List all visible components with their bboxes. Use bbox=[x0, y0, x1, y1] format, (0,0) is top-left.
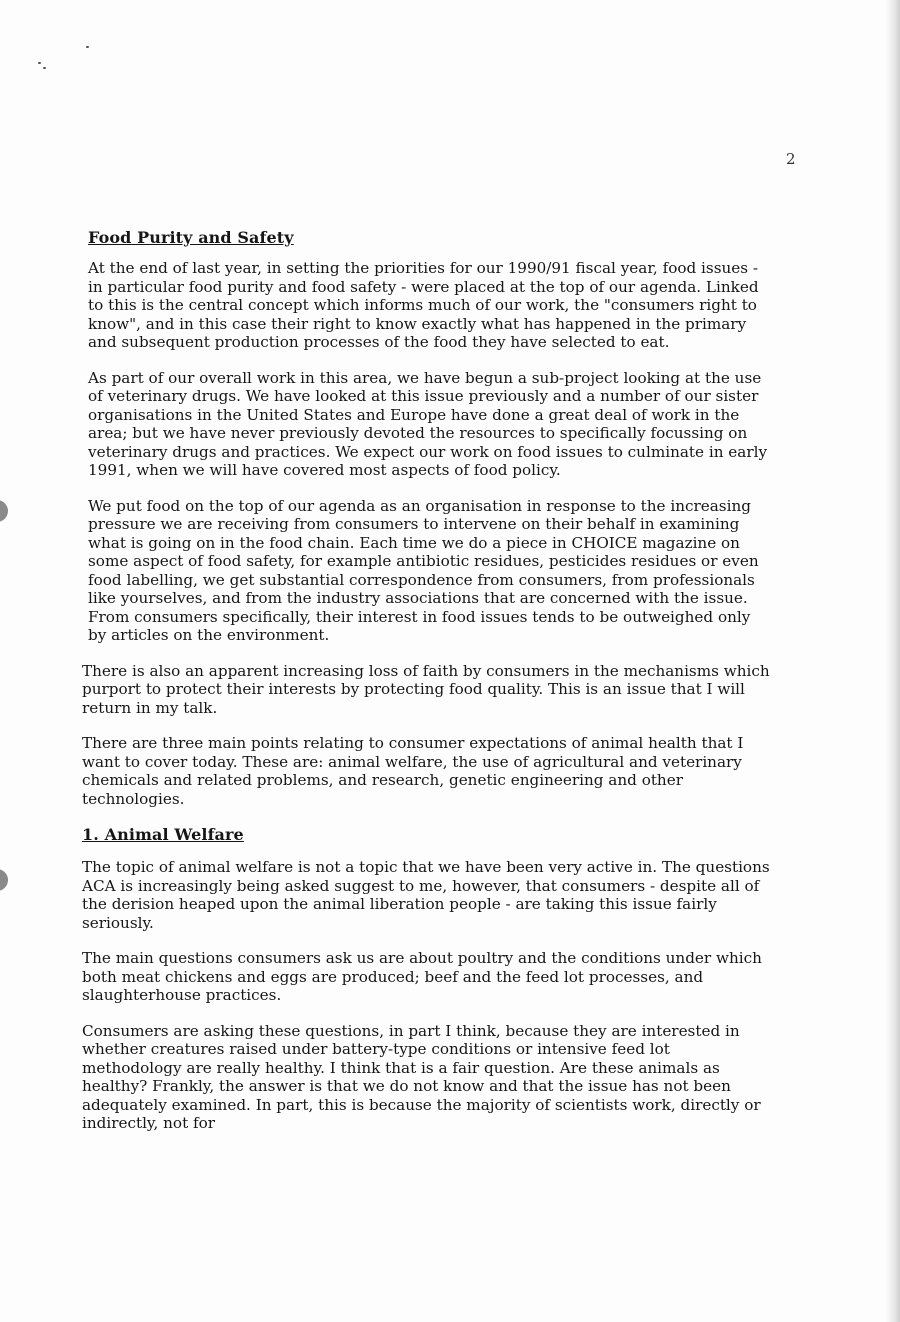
paragraph: As part of our overall work in this area, we have begun a sub-project looking at the use of veterinary drugs. We have looked at this issue previously and a number of our sister organisations in the United States and Europe have done a great deal of work in the area; but we have never previously devoted the resources to specifically focussing on veterinary drugs and practices. We expect our work on food issues to culminate in early 1991, when we will have covered most aspects of food policy. bbox=[88, 368, 768, 479]
document-body bbox=[82, 228, 772, 1150]
scan-speck bbox=[38, 62, 41, 64]
paragraph: The main questions consumers ask us are about poultry and the conditions under which both meat chickens and eggs are produced; beef and the feed lot processes, and slaughterhouse practices. bbox=[82, 949, 762, 1004]
section-heading-animal-welfare: 1. Animal Welfare bbox=[82, 825, 244, 844]
paragraph: We put food on the top of our agenda as an organisation in response to the increasing pressure we are receiving from consumers to intervene on their behalf in examining what is going on in the food chain. Each time we do a piece in CHOICE magazine on some aspect of food safety, for example antibiotic residues, pesticides residues or even food labelling, we get substantial correspondence from consumers, from professionals like yourselves, and from the industry associations that are concerned with the issue. From consumers specifically, their interest in food issues tends to be outweighed only by articles on the environment. bbox=[88, 496, 759, 644]
paragraph: There are three main points relating to consumer expectations of animal health that I want to cover today. These are: animal welfare, the use of agricultural and veterinary chemicals and related problems, and research, genetic engineering and other technologies. bbox=[82, 734, 744, 808]
paragraph: The topic of animal welfare is not a topic that we have been very active in. The questions ACA is increasingly being asked suggest to me, however, that consumers - despite all of the derision heaped upon the animal liberation people - are taking this issue fairly seriously. bbox=[82, 858, 770, 932]
page-number: 2 bbox=[786, 150, 796, 168]
page-edge-shadow bbox=[886, 0, 900, 1322]
binder-hole-mark bbox=[0, 869, 8, 891]
paragraph: At the end of last year, in setting the priorities for our 1990/91 fiscal year, food issues - in particular food purity and food safety - were placed at the top of our agenda. Linked to this is the central concept which informs much of our work, the "consumers right to know", and in this case their right to know exactly what has happened in the primary and subsequent production processes of the food they have selected to eat. bbox=[88, 259, 759, 351]
section-heading-food-purity: Food Purity and Safety bbox=[88, 228, 294, 247]
scan-speck bbox=[43, 67, 46, 69]
paragraph: Consumers are asking these questions, in part I think, because they are interested in whether creatures raised under battery-type conditions or intensive feed lot methodology are really healthy. I think that is a fair question. Are these animals as healthy? Frankly, the answer is that we do not know and that the issue has not been adequately examined. In part, this is because the majority of scientists work, directly or indirectly, not for bbox=[82, 1021, 761, 1132]
binder-hole-mark bbox=[0, 500, 8, 522]
paragraph: There is also an apparent increasing loss of faith by consumers in the mechanisms which purport to protect their interests by protecting food quality. This is an issue that I will return in my talk. bbox=[82, 661, 770, 717]
scan-speck bbox=[86, 46, 89, 48]
